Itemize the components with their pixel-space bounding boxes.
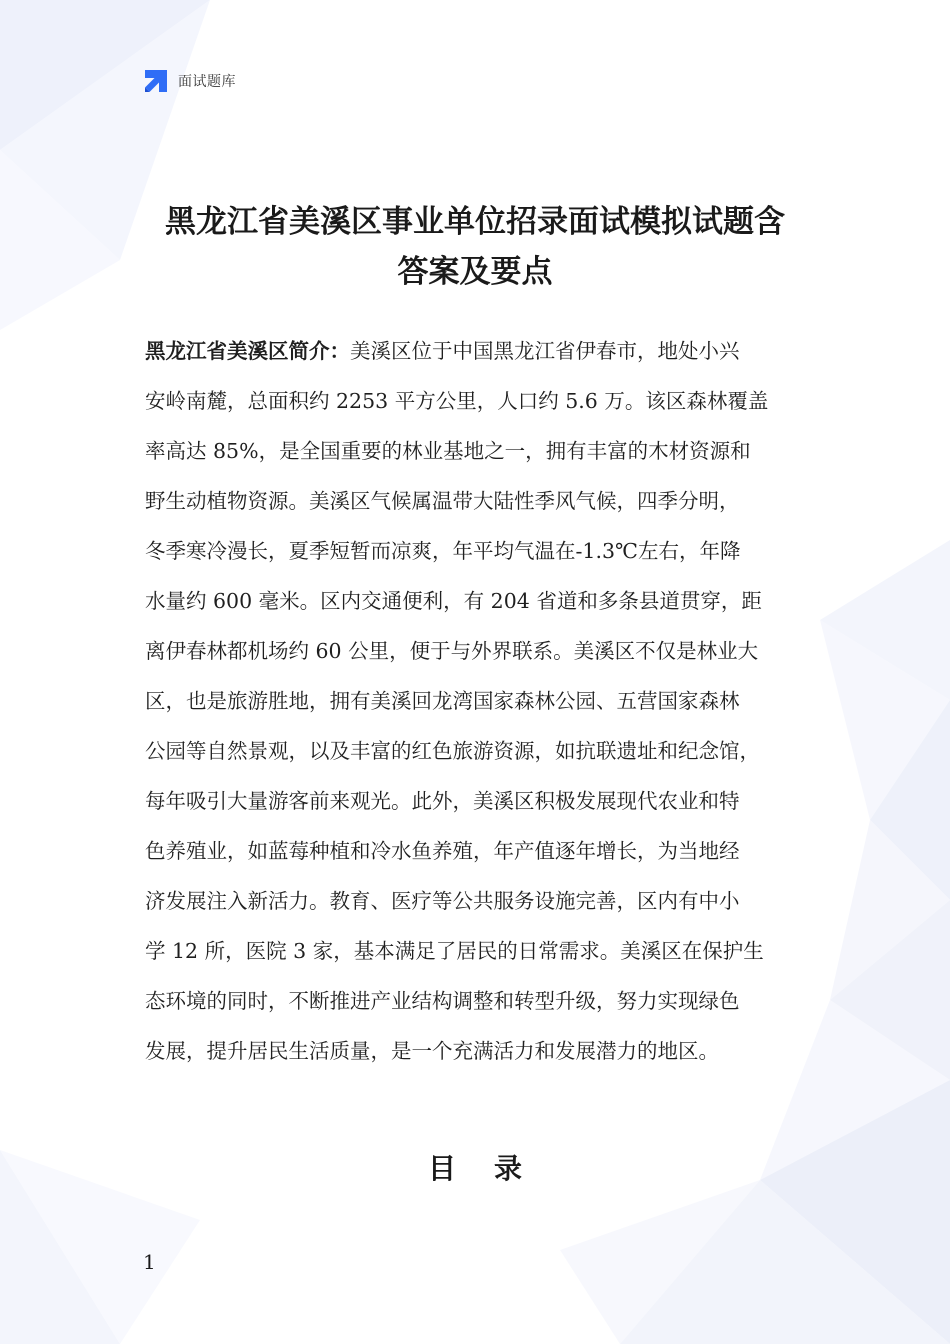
- intro-line: 安岭南麓，总面积约 2253 平方公里，人口约 5.6 万。该区森林覆盖: [145, 389, 769, 413]
- toc-heading: 目录: [427, 1152, 560, 1186]
- intro-line: 发展，提升居民生活质量，是一个充满活力和发展潜力的地区。: [145, 1039, 719, 1063]
- intro-line: 每年吸引大量游客前来观光。此外，美溪区积极发展现代农业和特: [145, 789, 740, 813]
- intro-line: 公园等自然景观，以及丰富的红色旅游资源，如抗联遗址和纪念馆，: [145, 739, 760, 763]
- intro-text: 美溪区位于中国黑龙江省伊春市，地处小兴: [350, 339, 740, 363]
- intro-lead: 黑龙江省美溪区简介：: [145, 339, 350, 363]
- intro-line: 率高达 85%，是全国重要的林业基地之一，拥有丰富的木材资源和: [145, 439, 751, 463]
- intro-paragraph: [145, 326, 817, 1076]
- intro-line: 色养殖业，如蓝莓种植和冷水鱼养殖，年产值逐年增长，为当地经: [145, 839, 740, 863]
- intro-line: 水量约 600 毫米。区内交通便利，有 204 省道和多条县道贯穿，距: [145, 589, 762, 613]
- intro-line: 离伊春林都机场约 60 公里，便于与外界联系。美溪区不仅是林业大: [145, 639, 759, 663]
- intro-line: 冬季寒冷漫长，夏季短暂而凉爽，年平均气温在-1.3℃左右，年降: [145, 539, 741, 563]
- brand-header: [143, 68, 236, 94]
- document-title: [120, 197, 830, 297]
- title-line-2: 答案及要点: [397, 253, 553, 290]
- intro-line: 学 12 所，医院 3 家，基本满足了居民的日常需求。美溪区在保护生: [145, 939, 764, 963]
- arrow-up-right-icon: [143, 68, 169, 94]
- brand-name: 面试题库: [178, 73, 236, 89]
- intro-line: 济发展注入新活力。教育、医疗等公共服务设施完善，区内有中小: [145, 889, 740, 913]
- intro-line: 野生动植物资源。美溪区气候属温带大陆性季风气候，四季分明，: [145, 489, 740, 513]
- intro-line: [145, 326, 817, 376]
- intro-line: 区，也是旅游胜地，拥有美溪回龙湾国家森林公园、五营国家森林: [145, 689, 740, 713]
- intro-line: 态环境的同时，不断推进产业结构调整和转型升级，努力实现绿色: [145, 989, 740, 1013]
- title-line-1: 黑龙江省美溪区事业单位招录面试模拟试题含: [165, 203, 785, 240]
- page-number: 1: [143, 1250, 156, 1274]
